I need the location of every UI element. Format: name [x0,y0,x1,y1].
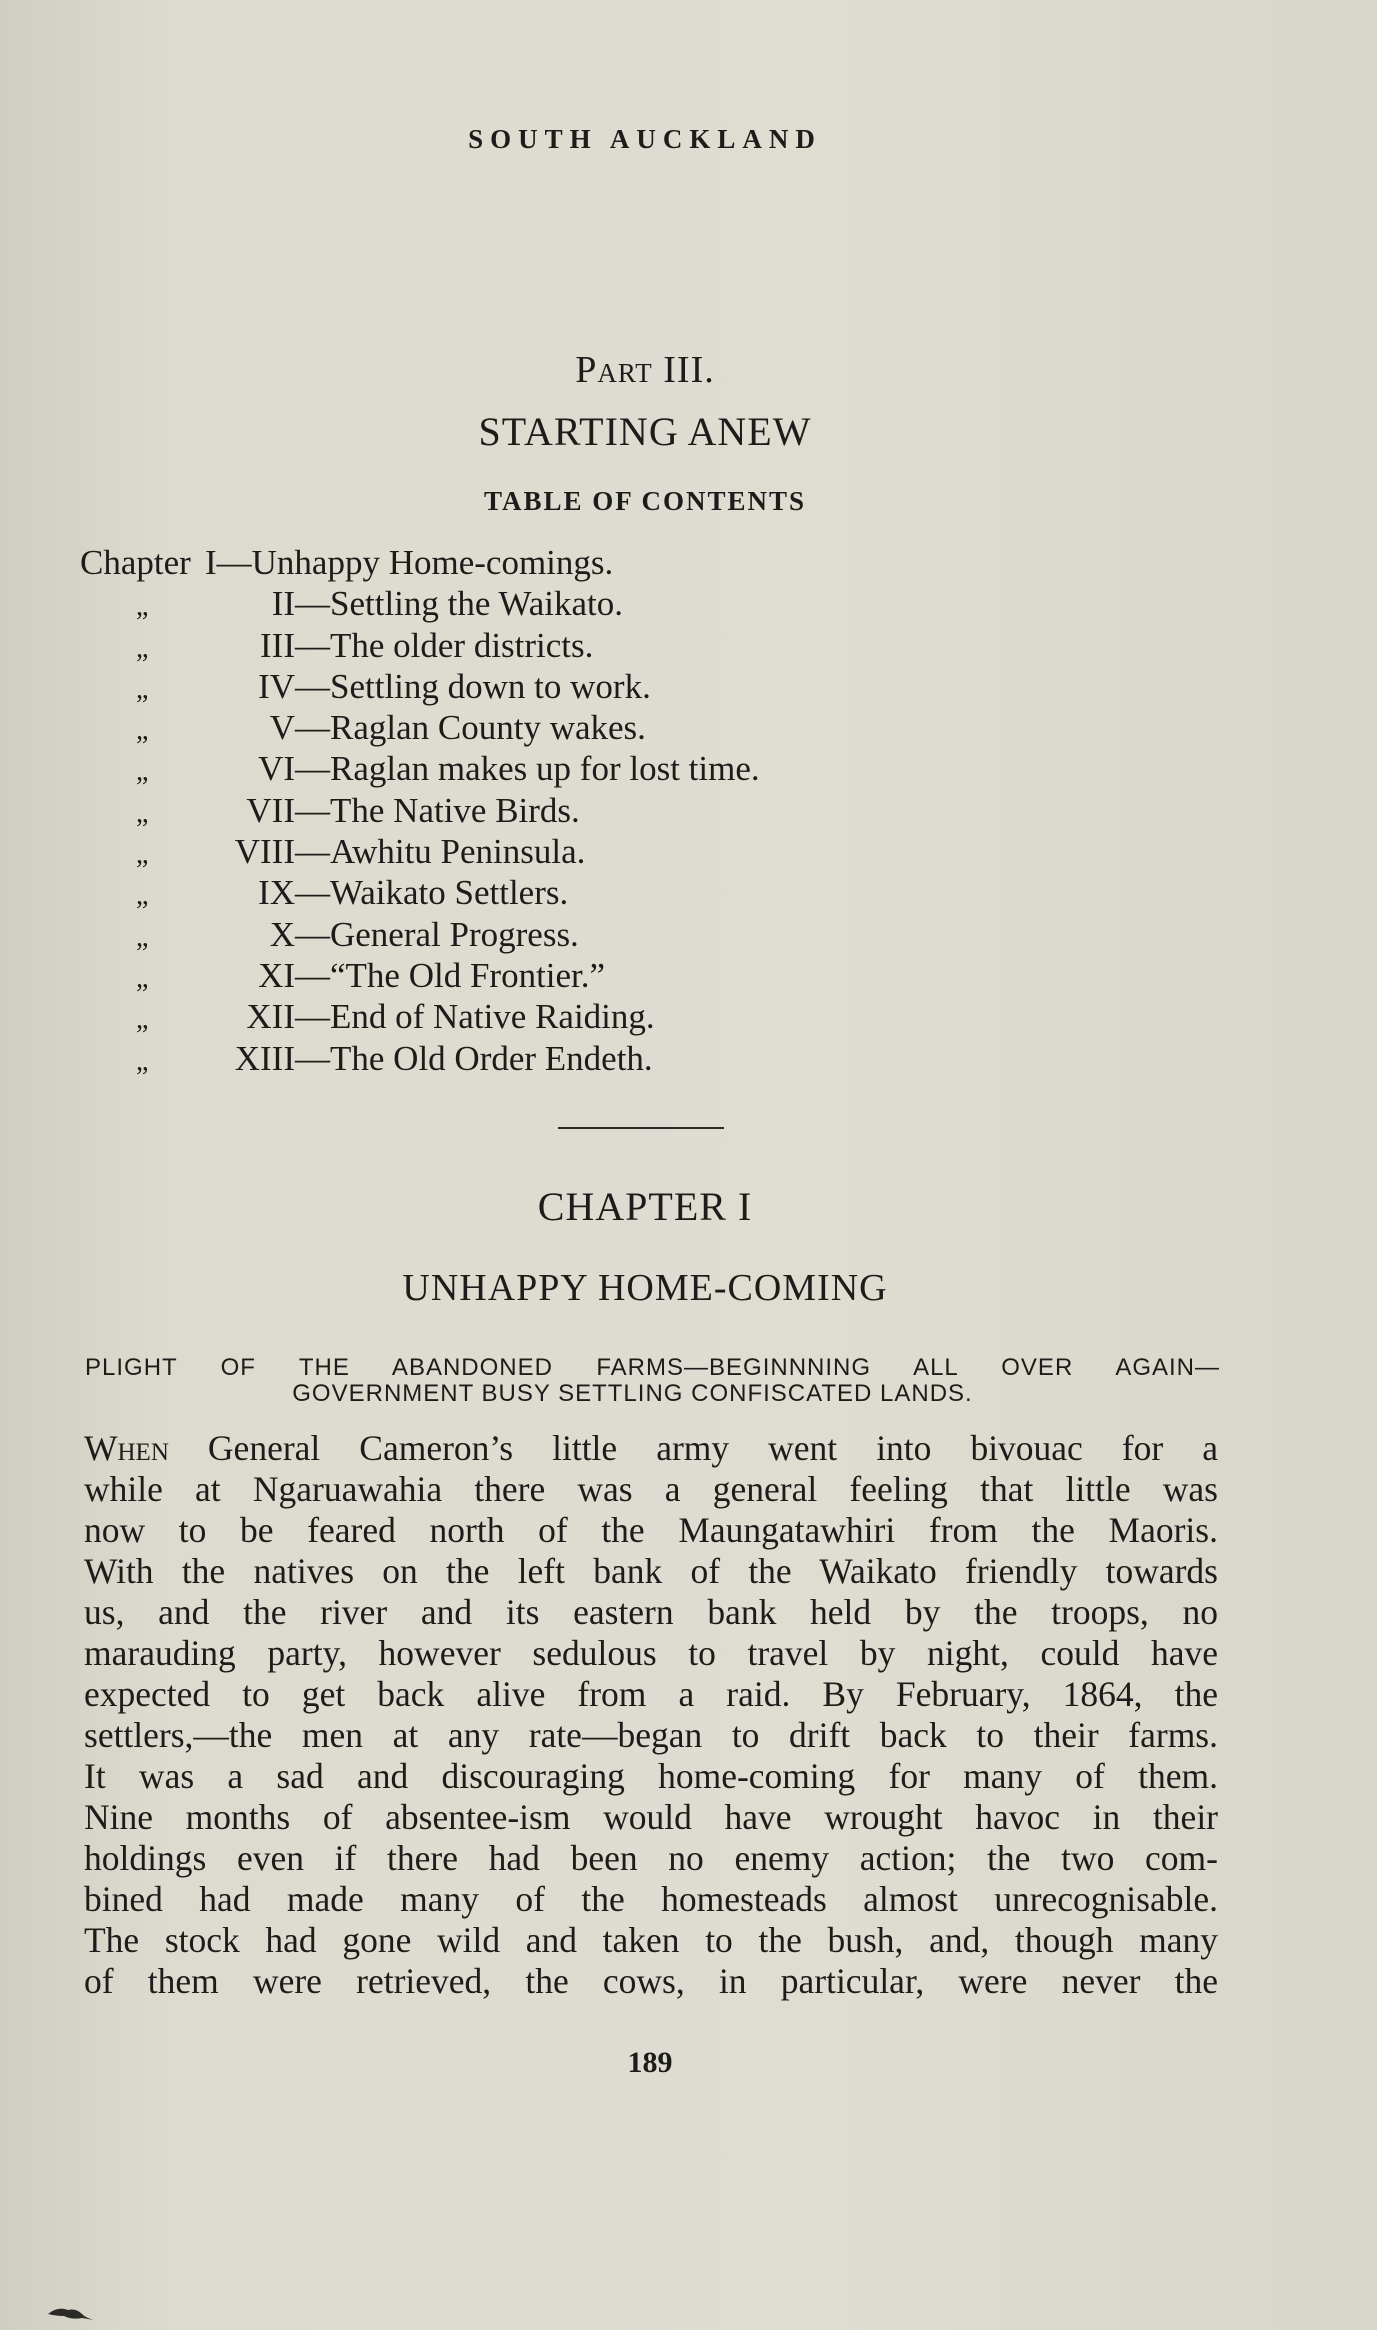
toc-entry-prefix: „ [136,591,149,623]
bookworm-mark-icon [46,2300,96,2324]
body-line: while at Ngaruawahia there was a general feeling that little was [84,1469,1218,1509]
part-label [0,348,1290,392]
toc-entry-prefix: „ [136,756,149,788]
toc-entry [80,625,980,666]
toc-entry-title: —Raglan County wakes. [295,708,646,748]
toc-entry-title: —The older districts. [295,625,594,665]
toc-entry-number: VI [258,749,295,789]
toc-entry-prefix: „ [136,921,149,953]
toc-entry-prefix: „ [136,1045,149,1077]
synopsis-line: PLIGHT OF THE ABANDONED FARMS—BEGINNNING ALL OVER AGAIN— [85,1354,1220,1381]
body-line [84,1428,1218,1469]
toc-entry [80,666,980,707]
toc-entry-title: —Waikato Settlers. [295,873,569,913]
toc-entry-prefix: „ [136,962,149,994]
table-of-contents [80,542,980,1079]
synopsis-line: GOVERNMENT BUSY SETTLING CONFISCATED LANDS. [292,1380,973,1407]
running-head: SOUTH AUCKLAND [468,124,822,154]
toc-entry [80,542,980,583]
body-first-word: When [84,1428,169,1468]
toc-entry-number: IV [258,666,295,706]
toc-entry-number: III [260,625,295,665]
toc-entry-prefix: „ [136,715,149,747]
part-title: STARTING ANEW [478,409,812,454]
toc-entry-number: XIII [234,1038,295,1078]
body-line: With the natives on the left bank of the Waikato friendly towards [84,1551,1218,1591]
toc-entry [80,1038,980,1079]
toc-entry-prefix: „ [136,880,149,912]
toc-entry-title: —The Native Birds. [295,790,580,830]
body-line: Nine months of absentee-ism would have wrought havoc in their [84,1797,1218,1837]
toc-entry [80,790,980,831]
toc-entry-number: IX [258,873,295,913]
body-line: us, and the river and its eastern bank held by the troops, no [84,1592,1218,1632]
toc-entry-title: —“The Old Frontier.” [295,955,606,995]
toc-entry-title: —End of Native Raiding. [295,997,655,1037]
toc-entry [80,583,980,624]
toc-entry-prefix: „ [136,797,149,829]
toc-entry-prefix: „ [136,632,149,664]
toc-entry [80,872,980,913]
toc-entry-number: XII [246,997,295,1037]
toc-entry-title: —The Old Order Endeth. [295,1038,653,1078]
toc-entry [80,996,980,1037]
chapter-body [84,1428,1218,2002]
toc-heading: TABLE OF CONTENTS [483,486,807,516]
body-line: expected to get back alive from a raid. By February, 1864, the [84,1674,1218,1714]
toc-entry [80,914,980,955]
toc-entry-number: II [271,584,295,624]
toc-entry [80,831,980,872]
body-line: of them were retrieved, the cows, in particular, were never the [84,1961,1218,2001]
page-number: 189 [627,2046,673,2079]
toc-entry-number: V [269,708,295,748]
toc-entry-title: —Settling down to work. [295,666,651,706]
body-line: bined had made many of the homesteads almost unrecognisable. [84,1879,1218,1919]
toc-entry-number: X [269,914,295,954]
toc-entry-prefix: „ [136,673,149,705]
toc-entry-title: —Awhitu Peninsula. [295,832,586,872]
toc-entry [80,707,980,748]
chapter-synopsis [85,1355,1220,1407]
toc-entry-prefix: „ [136,839,149,871]
body-line: It was a sad and discouraging home-coming for many of them. [84,1756,1218,1796]
body-line: holdings even if there had been no enemy action; the two com- [84,1838,1218,1878]
body-line: settlers,—the men at any rate—began to drift back to their farms. [84,1715,1218,1755]
toc-entry-title: —General Progress. [295,914,579,954]
toc-entry-prefix: „ [136,1004,149,1036]
toc-entry-prefix: Chapter [80,543,191,582]
toc-entry [80,748,980,789]
toc-entry-title: —Unhappy Home-comings. [216,543,614,582]
toc-entry [80,955,980,996]
section-divider [558,1127,724,1129]
body-line: marauding party, however sedulous to travel by night, could have [84,1633,1218,1673]
toc-entry-number: I [205,543,217,582]
body-line: now to be feared north of the Maungatawhiri from the Maoris. [84,1510,1218,1550]
part-label-text: Part III. [575,349,715,391]
chapter-title: UNHAPPY HOME-COMING [402,1267,888,1309]
toc-entry-number: VIII [234,832,295,872]
chapter-label: CHAPTER I [537,1184,753,1229]
toc-entry-number: VII [246,790,295,830]
toc-entry-number: XI [258,955,295,995]
toc-entry-title: —Raglan makes up for lost time. [295,749,760,789]
body-line: The stock had gone wild and taken to the bush, and, though many [84,1920,1218,1960]
toc-entry-title: —Settling the Waikato. [295,584,624,624]
body-line-text: General Cameron’s little army went into bivouac for a [207,1428,1219,1468]
